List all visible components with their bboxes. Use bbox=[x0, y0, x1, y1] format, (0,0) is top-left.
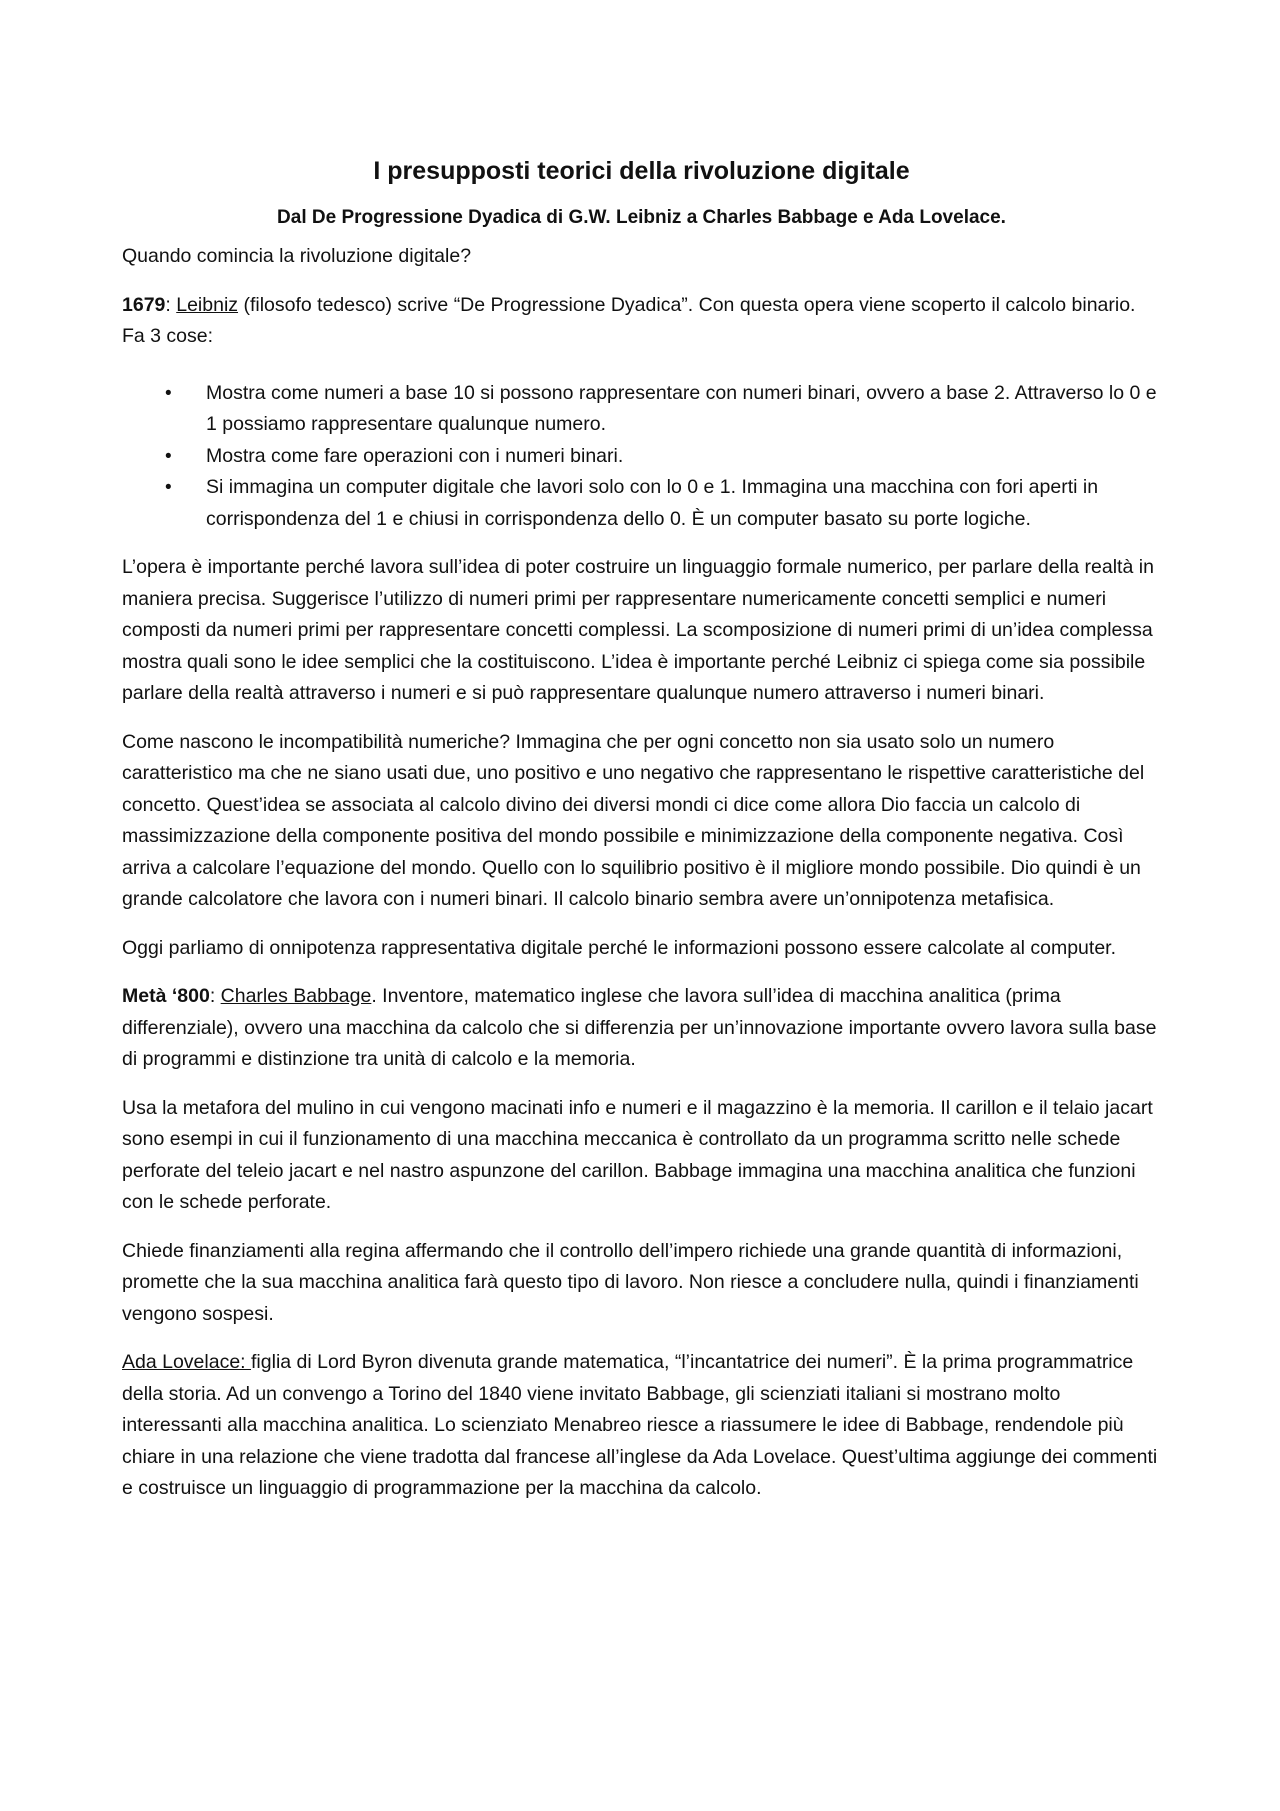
leibniz-text: (filosofo tedesco) scrive “De Progressione Dyadica”. Con questa opera viene scoperto il calcolo binario. Fa 3 cose: bbox=[122, 293, 1136, 347]
name-ada-lovelace: Ada Lovelace: bbox=[122, 1351, 252, 1373]
babbage-text: . Inventore, matematico inglese che lavora sull’idea di macchina analitica (prima differenziale), ovvero una macchina da calcolo che si differenzia per un’innovazione importante ovvero lavora sulla base di programmi e distinzione tra unità di calcolo e la memoria. bbox=[122, 985, 1157, 1070]
date-1679: 1679 bbox=[122, 293, 166, 316]
paragraph-incompatibilita: Come nascono le incompatibilità numeriche? Immagina che per ogni concetto non sia usato solo un numero caratteristico ma che ne siano usati due, uno positivo e uno negativo che rappresentano le rispettive caratteristiche del concetto. Quest’idea se associata al calcolo divino dei diversi mondi ci dice come allora Dio faccia un calcolo di massimizzazione della componente positiva del mondo possibile e minimizzazione della componente negativa. Così arriva a calcolare l’equazione del mondo. Quello con lo squilibrio positivo è il migliore mondo possibile. Dio quindi è un grande calcolatore che lavora con i numeri binari. Il calcolo binario sembra avere un’onnipotenza metafisica. bbox=[122, 730, 1145, 910]
document-title: I presupposti teorici della rivoluzione digitale bbox=[373, 157, 910, 185]
paragraph-onnipotenza: Oggi parliamo di onnipotenza rappresentativa digitale perché le informazioni possono essere calcolate al computer. bbox=[122, 936, 1116, 959]
paragraph-babbage bbox=[122, 981, 1161, 1076]
bullet-icon: • bbox=[165, 445, 172, 467]
bullet-icon: • bbox=[165, 477, 172, 498]
paragraph-mulino: Usa la metafora del mulino in cui vengono macinati info e numeri e il magazzino è la memoria. Il carillon e il telaio jacart sono esempi in cui il funzionamento di una macchina meccanica è controllato da un programma scritto nelle schede perforate del teleio jacart e nel nastro aspunzone del carillon. Babbage immagina una macchina analitica che funzioni con le schede perforate. bbox=[122, 1096, 1153, 1213]
bullet-icon: • bbox=[165, 382, 172, 404]
paragraph-linguaggio-formale: L’opera è importante perché lavora sull’idea di poter costruire un linguaggio formale numerico, per parlare della realtà in maniera precisa. Suggerisce l’utilizzo di numeri primi per rappresentare numericamente concetti semplici e numeri composti da numeri primi per rappresentare concetti complessi. La scomposizione di numeri primi di un’idea complessa mostra quali sono le idee semplici che la costituiscono. L’idea è importante perché Leibniz ci spiega come sia possibile parlare della realtà attraverso i numeri e si può rappresentare qualunque numero attraverso i numeri binari. bbox=[122, 556, 1154, 704]
separator: : bbox=[209, 985, 221, 1007]
list-item bbox=[165, 472, 1161, 535]
name-charles-babbage: Charles Babbage bbox=[220, 985, 372, 1007]
paragraph-ada-lovelace bbox=[122, 1347, 1161, 1505]
ada-lovelace-text: figlia di Lord Byron divenuta grande matematica, “l’incantatrice dei numeri”. È la prima programmatrice della storia. Ad un convengo a Torino del 1840 viene invitato Babbage, gli scienziati italiani si mostrano molto interessanti alla macchina analitica. Lo scienziato Menabreo riesce a riassumere le idee di Babbage, rendendole più chiare in una relazione che viene tradotta dal francese all’inglese da Ada Lovelace. Quest’ultima aggiunge dei commenti e costruisce un linguaggio di programmazione per la macchina da calcolo. bbox=[122, 1351, 1158, 1499]
leibniz-bullet-list bbox=[122, 370, 1161, 536]
list-item bbox=[165, 441, 1161, 473]
list-item-text: Si immagina un computer digitale che lavori solo con lo 0 e 1. Immagina una macchina con fori aperti in corrispondenza del 1 e chiusi in corrispondenza dello 0. È un computer basato su porte logiche. bbox=[206, 476, 1099, 530]
list-item-text: Mostra come fare operazioni con i numeri binari. bbox=[206, 444, 624, 467]
name-leibniz: Leibniz bbox=[176, 293, 239, 316]
paragraph-finanziamenti: Chiede finanziamenti alla regina affermando che il controllo dell’impero richiede una grande quantità di informazioni, promette che la sua macchina analitica farà questo tipo di lavoro. Non riesce a concludere nulla, quindi i finanziamenti vengono sospesi. bbox=[122, 1239, 1139, 1325]
date-meta-800: Metà ‘800 bbox=[122, 985, 210, 1007]
separator: : bbox=[165, 293, 177, 316]
intro-question: Quando comincia la rivoluzione digitale? bbox=[122, 245, 472, 267]
list-item-text: Mostra come numeri a base 10 si possono rappresentare con numeri binari, ovvero a base 2. Attraverso lo 0 e 1 possiamo rappresentare qualunque numero. bbox=[206, 381, 1157, 435]
list-item bbox=[165, 378, 1161, 441]
document-subtitle: Dal De Progressione Dyadica di G.W. Leibniz a Charles Babbage e Ada Lovelace. bbox=[277, 207, 1006, 228]
paragraph-leibniz bbox=[122, 290, 1161, 353]
